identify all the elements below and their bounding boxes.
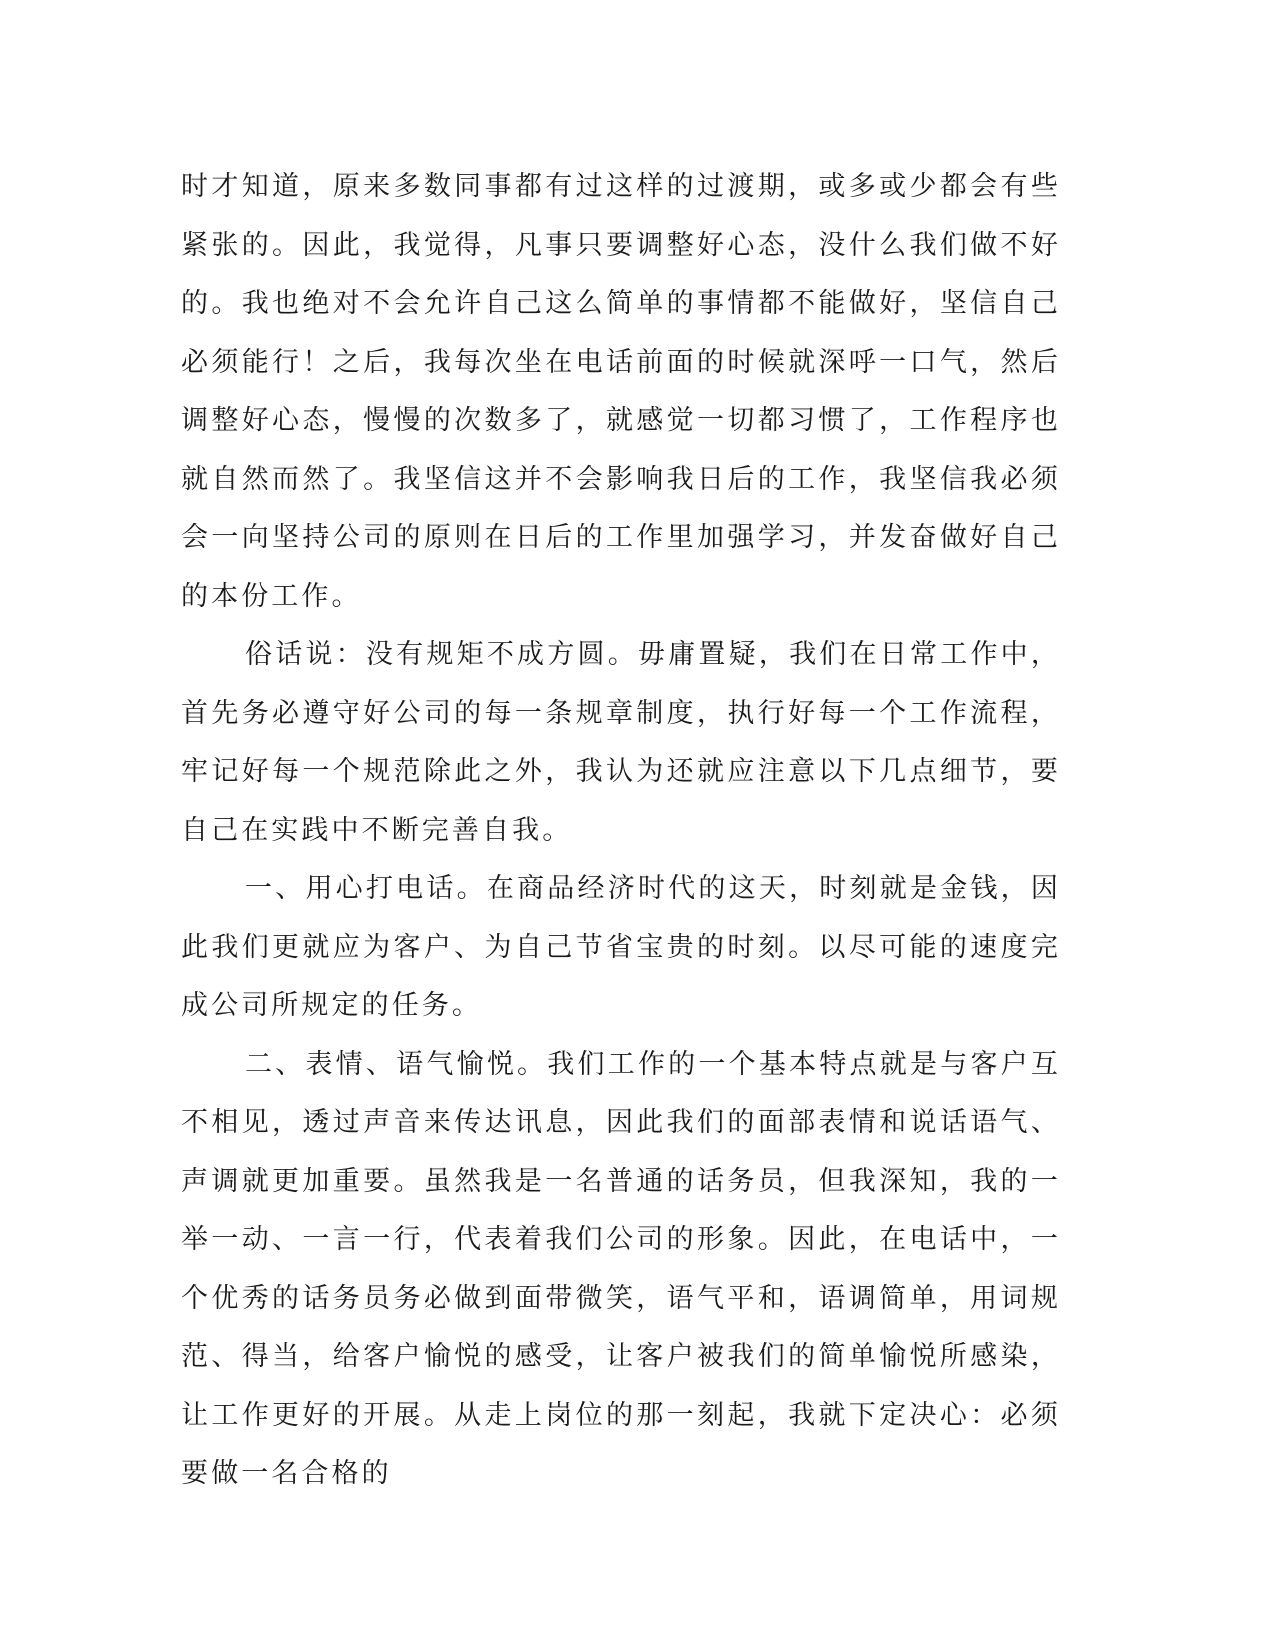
- paragraph-3: 一、用心打电话。在商品经济时代的这天，时刻就是金钱，因此我们更就应为客户、为自己节省宝贵的时刻。以尽可能的速度完成公司所规定的任务。: [181, 873, 1061, 1021]
- body-text: [181, 158, 1061, 1504]
- paragraph-2: 俗话说：没有规矩不成方圆。毋庸置疑，我们在日常工作中，首先务必遵守好公司的每一条规章制度，执行好每一个工作流程，牢记好每一个规范除此之外，我认为还就应注意以下几点细节，要自己在实践中不断完善自我。: [181, 639, 1061, 846]
- paragraph-4: 二、表情、语气愉悦。我们工作的一个基本特点就是与客户互不相见，透过声音来传达讯息，因此我们的面部表情和说话语气、声调就更加重要。虽然我是一名普通的话务员，但我深知，我的一举一动、一言一行，代表着我们公司的形象。因此，在电话中，一个优秀的话务员务必做到面带微笑，语气平和，语调简单，用词规范、得当，给客户愉悦的感受，让客户被我们的简单愉悦所感染，让工作更好的开展。从走上岗位的那一刻起，我就下定决心：必须要做一名合格的: [181, 1048, 1061, 1489]
- paragraph-1: 时才知道，原来多数同事都有过这样的过渡期，或多或少都会有些紧张的。因此，我觉得，凡事只要调整好心态，没什么我们做不好的。我也绝对不会允许自己这么简单的事情都不能做好，坚信自己必须能行！之后，我每次坐在电话前面的时候就深呼一口气，然后调整好心态，慢慢的次数多了，就感觉一切都习惯了，工作程序也就自然而然了。我坚信这并不会影响我日后的工作，我坚信我必须会一向坚持公司的原则在日后的工作里加强学习，并发奋做好自己的本份工作。: [181, 171, 1061, 612]
